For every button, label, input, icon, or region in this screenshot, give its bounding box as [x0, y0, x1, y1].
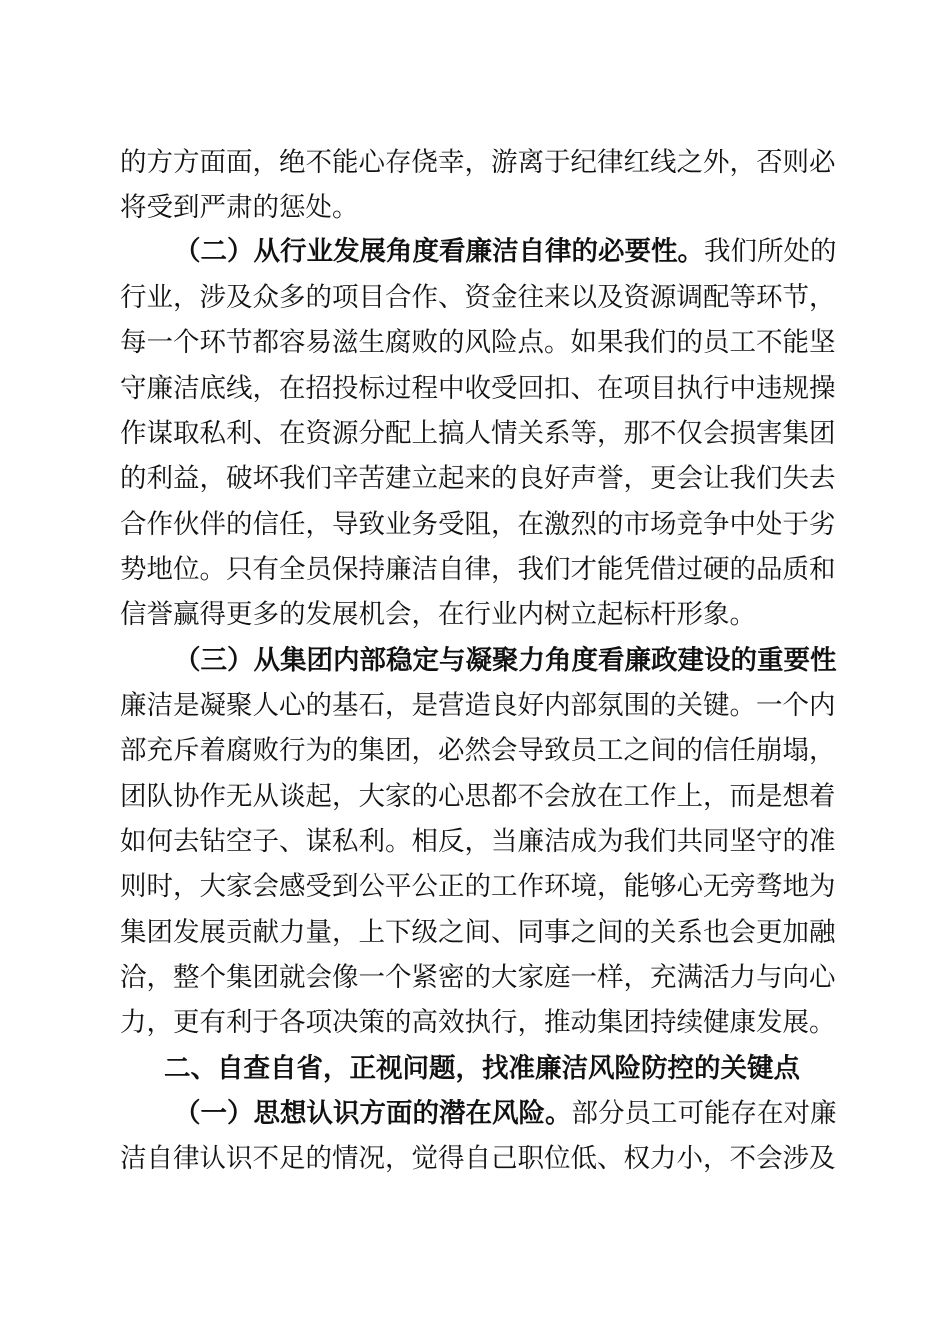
paragraph-line: 力，更有利于各项决策的高效执行，推动集团持续健康发展。: [120, 1007, 836, 1038]
section-heading-inline: （二）从行业发展角度看廉洁自律的必要性。: [174, 236, 704, 267]
paragraph-line: 合作伙伴的信任，导致业务受阻，在激烈的市场竞争中处于劣: [120, 509, 836, 540]
paragraph-line: 守廉洁底线，在招投标过程中收受回扣、在项目执行中违规操: [120, 373, 836, 404]
paragraph-line: 将受到严肃的惩处。: [120, 192, 359, 223]
paragraph-line: 每一个环节都容易滋生腐败的风险点。如果我们的员工不能坚: [120, 327, 836, 358]
paragraph-line: 廉洁是凝聚人心的基石，是营造良好内部氛围的关键。一个内: [120, 690, 836, 721]
paragraph-line: 作谋取私利、在资源分配上搞人情关系等，那不仅会损害集团: [120, 418, 836, 449]
paragraph-line: 信誉赢得更多的发展机会，在行业内树立起标杆形象。: [120, 599, 756, 630]
paragraph-line: 集团发展贡献力量，上下级之间、同事之间的关系也会更加融: [120, 917, 836, 948]
paragraph-text: 部分员工可能存在对廉: [571, 1098, 837, 1129]
section-lead-line: [174, 232, 837, 272]
paragraph-line: 行业，涉及众多的项目合作、资金往来以及资源调配等环节，: [120, 282, 836, 313]
paragraph-line: 则时，大家会感受到公平公正的工作环境，能够心无旁骛地为: [120, 871, 836, 902]
paragraph-line: 部充斥着腐败行为的集团，必然会导致员工之间的信任崩塌，: [120, 735, 836, 766]
section-lead-line: [174, 1094, 837, 1134]
section-heading: 二、自查自省，正视问题，找准廉洁风险防控的关键点: [164, 1053, 800, 1084]
section-heading-inline: （一）思想认识方面的潜在风险。: [174, 1098, 572, 1129]
paragraph-line: 的方方面面，绝不能心存侥幸，游离于纪律红线之外，否则必: [120, 147, 836, 178]
paragraph-line: 团队协作无从谈起，大家的心思都不会放在工作上，而是想着: [120, 781, 836, 812]
paragraph-line: 势地位。只有全员保持廉洁自律，我们才能凭借过硬的品质和: [120, 554, 836, 585]
paragraph-line: 的利益，破坏我们辛苦建立起来的良好声誉，更会让我们失去: [120, 463, 836, 494]
section-heading-line: （三）从集团内部稳定与凝聚力角度看廉政建设的重要性: [174, 645, 837, 676]
paragraph-text: 我们所处的: [704, 236, 837, 267]
paragraph-line: 洁自律认识不足的情况，觉得自己职位低、权力小，不会涉及: [120, 1143, 836, 1174]
paragraph-line: 洽，整个集团就会像一个紧密的大家庭一样，充满活力与向心: [120, 962, 836, 993]
paragraph-line: 如何去钻空子、谋私利。相反，当廉洁成为我们共同坚守的准: [120, 826, 836, 857]
